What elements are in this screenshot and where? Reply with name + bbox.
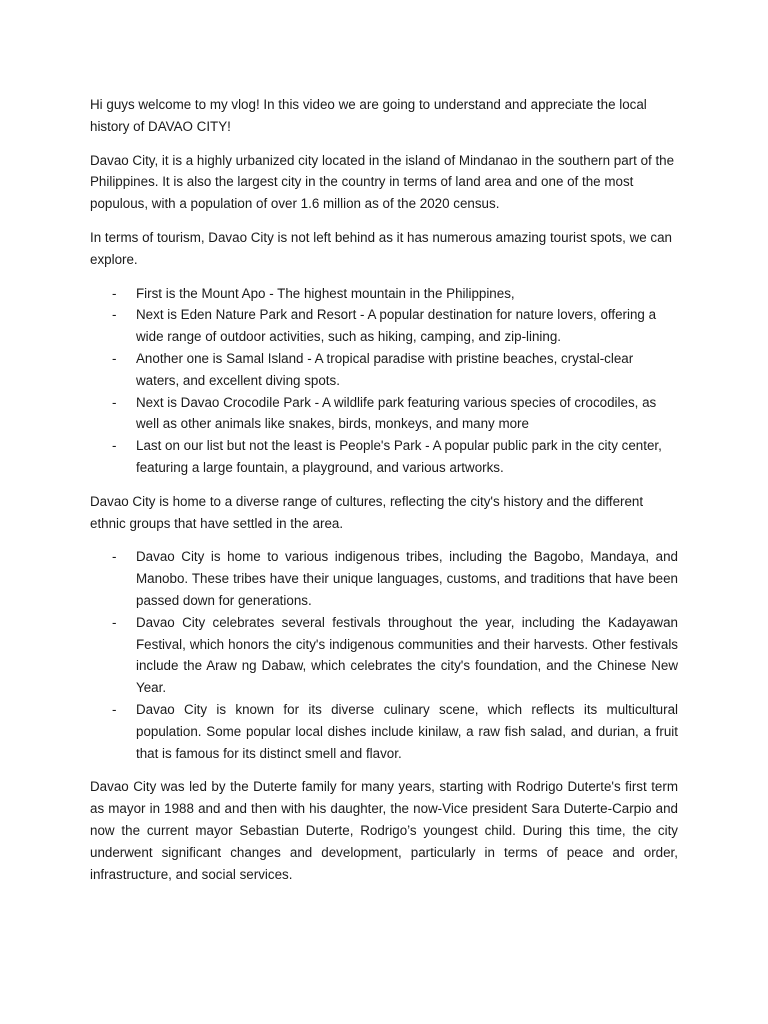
list-item <box>90 348 678 392</box>
list-item <box>90 283 678 305</box>
list-item <box>90 304 678 348</box>
dash-bullet: - <box>112 307 117 323</box>
tourist-spots-list <box>90 283 678 479</box>
list-item <box>90 612 678 699</box>
list-item-text: Next is Eden Nature Park and Resort - A popular destination for nature lovers, offering a wide range of outdoor activities, such as hiking, camping, and zip-lining. <box>136 307 657 345</box>
dash-bullet: - <box>112 394 117 410</box>
tourism-intro-paragraph: In terms of tourism, Davao City is not left behind as it has numerous amazing tourist spots, we can explore. <box>90 229 673 267</box>
leadership-paragraph: Davao City was led by the Duterte family for many years, starting with Rodrigo Duterte's first term as mayor in 1988 and and then with his daughter, the now-Vice president Sara Duterte-Carpio and now the current mayor Sebastian Duterte, Rodrigo’s youngest child. During this time, the city underwent significant changes and development, particularly in terms of peace and order, infrastructure, and social services. <box>90 779 678 882</box>
list-item <box>90 435 678 479</box>
dash-bullet: - <box>112 549 117 565</box>
list-item-text: Another one is Samal Island - A tropical paradise with pristine beaches, crystal-clear waters, and excellent diving spots. <box>136 350 634 388</box>
culture-intro-paragraph: Davao City is home to a diverse range of cultures, reflecting the city's history and the different ethnic groups that have settled in the area. <box>90 493 644 531</box>
intro-paragraph: Hi guys welcome to my vlog! In this video we are going to understand and appreciate the local history of DAVAO CITY! <box>90 97 647 134</box>
list-item <box>90 699 678 764</box>
culture-points-list <box>90 546 678 764</box>
list-item-text: First is the Mount Apo - The highest mountain in the Philippines, <box>136 285 515 301</box>
dash-bullet: - <box>112 701 117 717</box>
about-paragraph: Davao City, it is a highly urbanized city located in the island of Mindanao in the southern part of the Philippines. It is also the largest city in the country in terms of land area and one of the most populous, with a population of over 1.6 million as of the 2020 census. <box>90 152 675 212</box>
dash-bullet: - <box>112 614 117 630</box>
dash-bullet: - <box>112 285 117 301</box>
list-item <box>90 546 678 611</box>
list-item <box>90 392 678 436</box>
dash-bullet: - <box>112 438 117 454</box>
list-item-text: Last on our list but not the least is People's Park - A popular public park in the city center, featuring a large fountain, a playground, and various artworks. <box>136 438 662 475</box>
dash-bullet: - <box>112 350 117 366</box>
list-item-text: Davao City celebrates several festivals throughout the year, including the Kadayawan Festival, which honors the city's indigenous communities and their harvests. Other festivals include the Araw ng Dabaw, which celebrates the city's foundation, and the Chinese New Year. <box>136 614 678 696</box>
list-item-text: Davao City is known for its diverse culinary scene, which reflects its multicultural population. Some popular local dishes include kinilaw, a raw fish salad, and durian, a fruit that is famous for its distinct smell and flavor. <box>136 701 678 761</box>
list-item-text: Davao City is home to various indigenous tribes, including the Bagobo, Mandaya, and Manobo. These tribes have their unique languages, customs, and traditions that have been passed down for generations. <box>136 549 678 608</box>
list-item-text: Next is Davao Crocodile Park - A wildlife park featuring various species of crocodiles, as well as other animals like snakes, birds, monkeys, and many more <box>136 394 657 432</box>
